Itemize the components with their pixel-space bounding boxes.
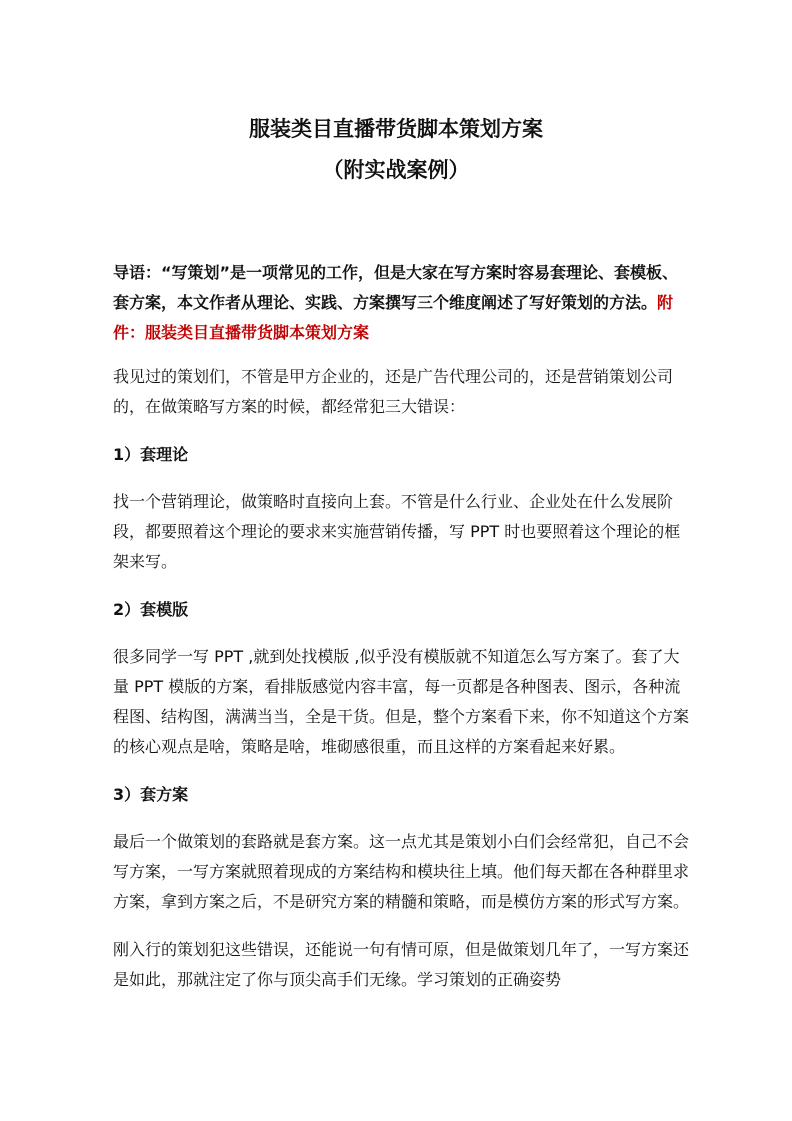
section-heading-1: 1）套理论 — [113, 445, 189, 464]
paragraph-4: 最后一个做策划的套路就是套方案。这一点尤其是策划小白们会经常犯，自己不会写方案，一写方案就照着现成的方案结构和模块往上填。他们每天都在各种群里求方案，拿到方案之后，不是研究方案的精髓和策略，而是模仿方案的形式写方案。 — [113, 832, 690, 911]
section-heading-3: 3）套方案 — [113, 785, 189, 804]
intro-paragraph — [113, 258, 693, 348]
document-subtitle: （附实战案例） — [322, 158, 470, 182]
intro-attachment-link: 附件：服装类目直播带货脚本策划方案 — [113, 293, 674, 342]
paragraph-1: 我见过的策划们，不管是甲方企业的，还是广告代理公司的，还是营销策划公司的，在做策略写方案的时候，都经常犯三大错误： — [113, 367, 674, 416]
intro-text: 导语：“写策划”是一项常见的工作，但是大家在写方案时容易套理论、套模板、套方案，本文作者从理论、实践、方案撰写三个维度阐述了写好策划的方法。 — [113, 263, 679, 312]
section-heading-2: 2）套模版 — [113, 600, 189, 619]
paragraph-2: 找一个营销理论，做策略时直接向上套。不管是什么行业、企业处在什么发展阶段，都要照着这个理论的要求来实施营销传播，写 PPT 时也要照着这个理论的框架来写。 — [113, 492, 681, 571]
paragraph-5: 刚入行的策划犯这些错误，还能说一句有情可原，但是做策划几年了，一写方案还是如此，那就注定了你与顶尖高手们无缘。学习策划的正确姿势 — [113, 940, 690, 989]
document-body — [113, 258, 693, 1013]
document-title: 服装类目直播带货脚本策划方案 — [249, 117, 543, 141]
paragraph-3: 很多同学一写 PPT ,就到处找模版 ,似乎没有模版就不知道怎么写方案了。套了大量 PPT 模版的方案，看排版感觉内容丰富，每一页都是各种图表、图示，各种流程图、结构图，满满当当，全是干货。但是，整个方案看下来，你不知道这个方案的核心观点是啥，策略是啥，堆砌感很重，而且这样的方案看起来好累。 — [113, 647, 690, 756]
